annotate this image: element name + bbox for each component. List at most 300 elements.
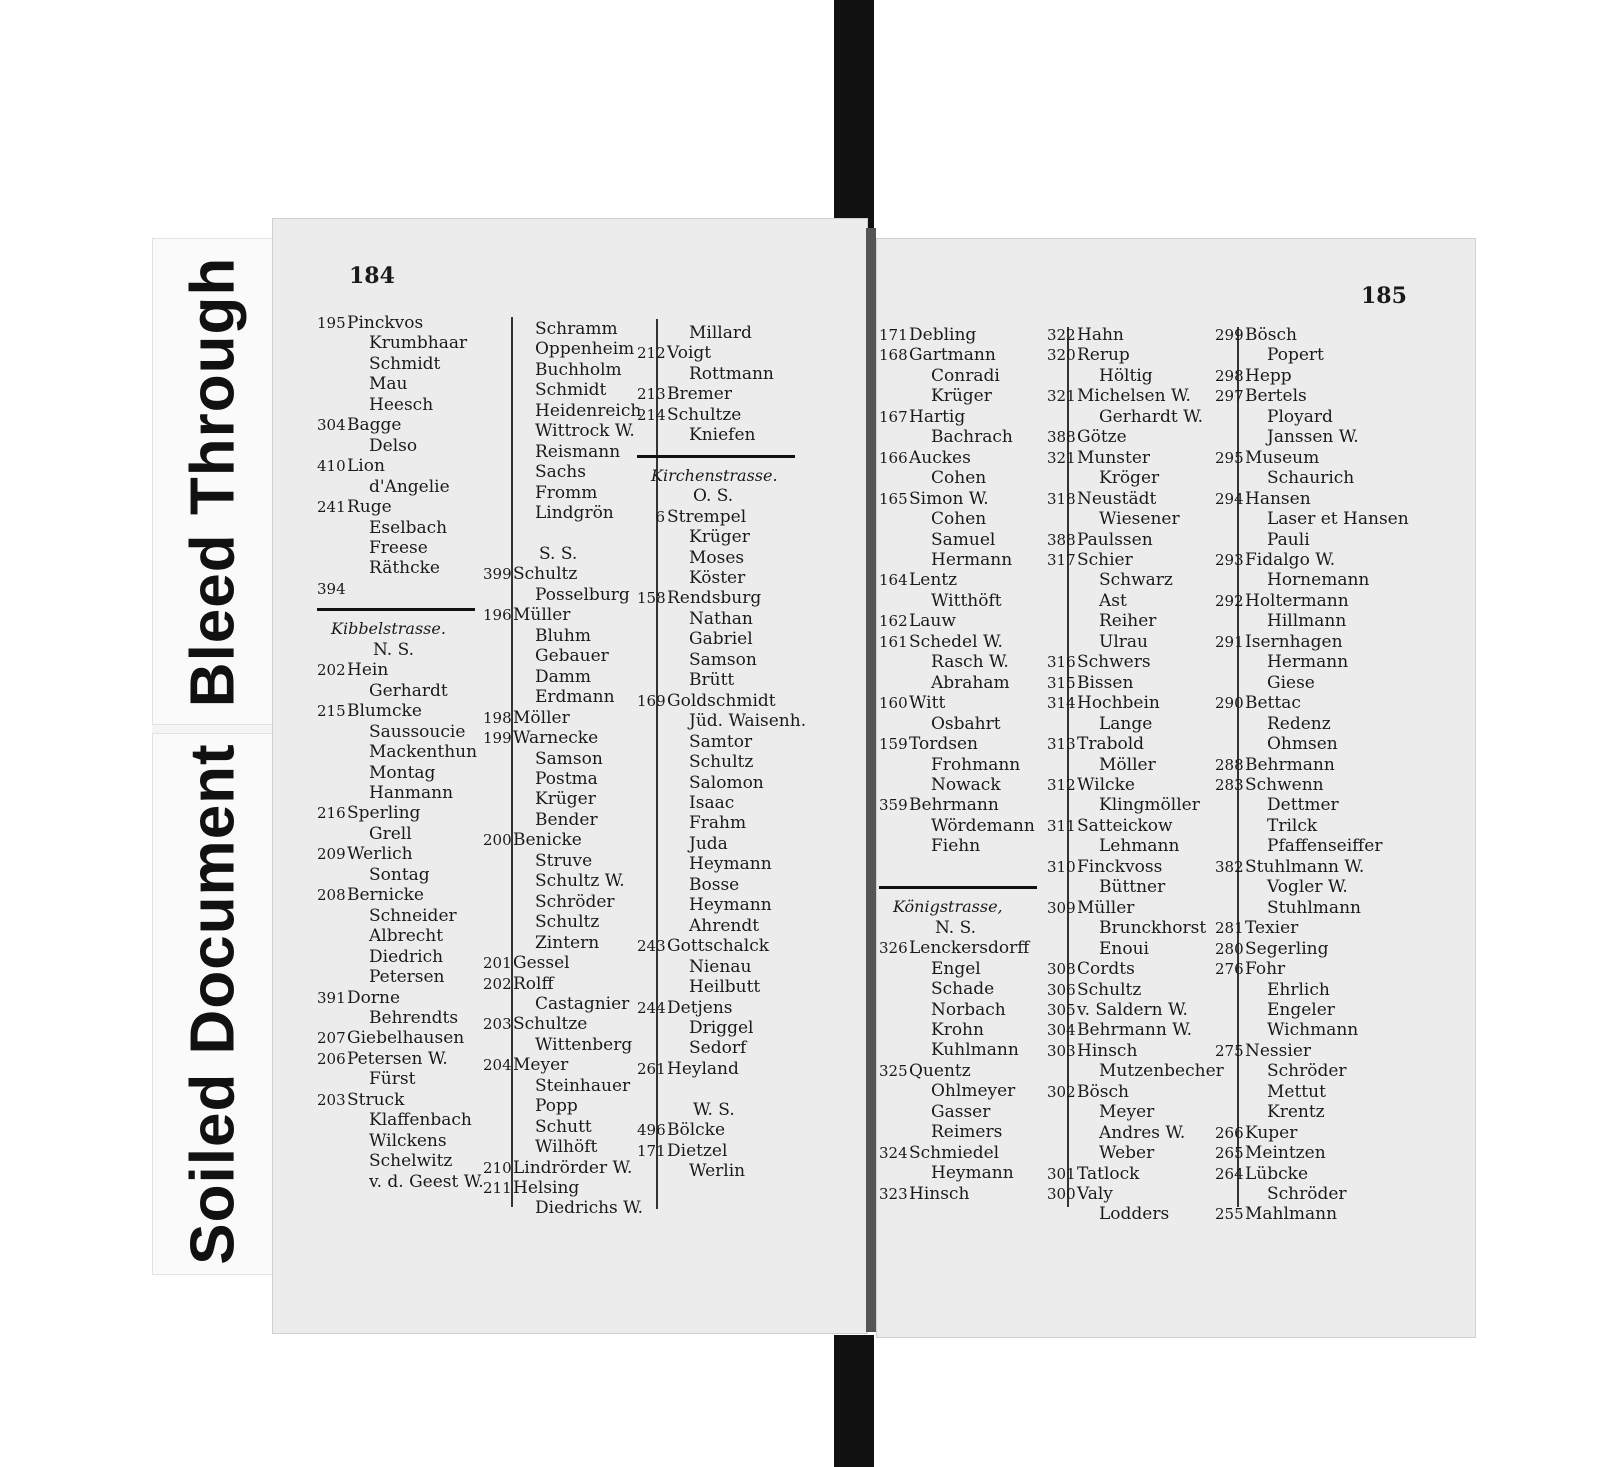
house-number — [637, 977, 665, 997]
directory-entry — [317, 722, 484, 742]
house-number: 290 — [1215, 694, 1244, 713]
directory-entry — [1215, 1204, 1409, 1224]
directory-entry — [483, 585, 643, 605]
house-number: 213 — [637, 385, 666, 404]
directory-entry — [483, 646, 643, 666]
resident-name: v. d. Geest W. — [369, 1171, 484, 1192]
resident-name: Debling — [909, 325, 977, 345]
resident-name: Stuhlmann — [1267, 897, 1361, 918]
resident-name: Texier — [1245, 918, 1299, 939]
directory-entry — [317, 354, 484, 374]
directory-entry — [1047, 755, 1224, 775]
house-number — [637, 650, 665, 670]
directory-entry — [483, 830, 643, 850]
house-number — [1047, 632, 1075, 652]
house-number — [317, 333, 345, 353]
directory-entry — [317, 783, 484, 803]
resident-name: Oppenheim — [535, 339, 635, 360]
house-number — [483, 401, 511, 421]
house-number: 171 — [879, 326, 908, 344]
directory-entry — [1047, 386, 1224, 406]
directory-entry — [317, 1151, 484, 1171]
house-number: 159 — [879, 735, 908, 754]
directory-entry — [879, 632, 1037, 652]
house-number: 169 — [637, 691, 666, 710]
house-number — [637, 609, 665, 629]
resident-name: Schröder — [1267, 1061, 1347, 1082]
directory-entry — [1215, 1143, 1409, 1163]
resident-name: Albrecht — [369, 926, 444, 947]
resident-name: Schmidt — [535, 380, 607, 401]
directory-entry — [1215, 325, 1409, 345]
directory-entry — [637, 895, 806, 915]
directory-entry — [1215, 714, 1409, 734]
directory-entry — [879, 468, 1037, 488]
resident-name: Paulssen — [1077, 529, 1153, 550]
resident-name: Meyer — [1099, 1102, 1155, 1123]
directory-entry — [317, 456, 484, 476]
house-number — [1047, 1143, 1075, 1163]
house-number — [483, 749, 511, 769]
house-number — [637, 895, 665, 915]
street-heading: Königstrasse, — [893, 897, 1003, 917]
directory-entry — [637, 752, 806, 772]
resident-name: Schwarz — [1099, 570, 1173, 591]
directory-entry — [483, 564, 643, 584]
house-number: 300 — [1047, 1185, 1076, 1204]
resident-name: Rerup — [1077, 345, 1130, 366]
directory-entry — [1215, 877, 1409, 897]
directory-entry — [1047, 673, 1224, 693]
directory-entry — [317, 763, 484, 783]
house-number: 266 — [1215, 1123, 1244, 1142]
directory-entry — [637, 405, 806, 425]
resident-name: Popert — [1267, 345, 1324, 366]
directory-entry — [1047, 325, 1224, 345]
house-number — [1047, 611, 1075, 631]
resident-name: Schwers — [1077, 652, 1151, 673]
house-number — [879, 591, 907, 611]
directory-entry — [1215, 386, 1409, 406]
resident-name: Hermann — [931, 549, 1013, 570]
directory-entry — [1215, 673, 1409, 693]
resident-name: Krentz — [1267, 1102, 1325, 1123]
directory-entry — [483, 974, 643, 994]
directory-entry — [1047, 1143, 1224, 1163]
directory-entry — [879, 407, 1037, 427]
directory-entry — [1215, 611, 1409, 631]
directory-entry — [317, 1110, 484, 1130]
house-number — [317, 436, 345, 456]
directory-entry — [483, 1076, 643, 1096]
resident-name: Laser et Hansen — [1267, 509, 1409, 530]
resident-name: Schramm — [535, 319, 618, 339]
directory-entry — [1047, 714, 1224, 734]
house-number — [1215, 468, 1243, 488]
resident-name: Pfaffenseiffer — [1267, 836, 1383, 857]
directory-entry — [637, 548, 806, 568]
house-number — [483, 994, 511, 1014]
house-number — [879, 959, 907, 979]
directory-entry — [317, 313, 484, 333]
directory-entry — [1047, 816, 1224, 836]
house-number — [317, 1131, 345, 1151]
directory-entry — [1215, 959, 1409, 979]
house-number — [483, 646, 511, 666]
resident-name: Helsing — [513, 1178, 580, 1199]
resident-name: Hillmann — [1267, 611, 1347, 632]
directory-entry — [1047, 448, 1224, 468]
house-number — [483, 871, 511, 891]
house-number: 199 — [483, 729, 512, 748]
house-number — [879, 1102, 907, 1122]
house-number — [483, 380, 511, 400]
resident-name: Finckvoss — [1077, 856, 1163, 877]
resident-name: Valy — [1077, 1184, 1113, 1205]
resident-name: Schier — [1077, 549, 1133, 570]
resident-name: Müller — [1077, 897, 1135, 918]
house-number: 302 — [1047, 1082, 1076, 1101]
resident-name: Samtor — [689, 731, 753, 752]
resident-name: Wiesener — [1099, 509, 1180, 530]
directory-entry — [879, 366, 1037, 386]
house-number: 388 — [1047, 530, 1076, 549]
street-heading: Kibbelstrasse. — [331, 619, 446, 639]
house-number — [879, 366, 907, 386]
house-number: 280 — [1215, 939, 1244, 958]
directory-entry — [1047, 959, 1224, 979]
house-number: 297 — [1215, 387, 1244, 406]
directory-column — [1047, 325, 1224, 1225]
house-number — [483, 789, 511, 809]
directory-entry — [1047, 407, 1224, 427]
directory-entry — [637, 813, 806, 833]
resident-name: Wittrock W. — [535, 421, 635, 442]
directory-entry — [879, 1163, 1037, 1183]
directory-entry — [483, 667, 643, 687]
house-number — [1215, 836, 1243, 856]
resident-name: Bölcke — [667, 1120, 726, 1141]
resident-name: Schade — [931, 979, 995, 1000]
directory-entry — [1047, 980, 1224, 1000]
house-number: 162 — [879, 612, 908, 631]
resident-name: Montag — [369, 762, 436, 783]
resident-name: Brunckhorst — [1099, 918, 1207, 939]
resident-name: Trabold — [1077, 734, 1145, 755]
resident-name: Reismann — [535, 441, 621, 462]
directory-entry — [1047, 1123, 1224, 1143]
directory-entry — [483, 380, 643, 400]
house-number — [317, 374, 345, 394]
house-number: 6 — [655, 507, 665, 526]
house-number: 164 — [879, 571, 908, 590]
directory-entry — [317, 926, 484, 946]
directory-entry — [317, 558, 484, 578]
resident-name: Ast — [1099, 590, 1127, 611]
house-number — [317, 865, 345, 885]
house-number: 293 — [1215, 550, 1244, 569]
house-number: 216 — [317, 804, 346, 823]
house-number — [1215, 1102, 1243, 1122]
house-number — [1047, 714, 1075, 734]
resident-name: Redenz — [1267, 713, 1331, 734]
directory-entry — [1047, 877, 1224, 897]
resident-name: Räthcke — [369, 558, 440, 579]
house-number — [483, 442, 511, 462]
resident-name: Gottschalck — [667, 936, 770, 957]
directory-entry — [317, 374, 484, 394]
directory-entry — [1215, 468, 1409, 488]
spacer — [879, 857, 1037, 877]
resident-name: Reimers — [931, 1122, 1003, 1143]
house-number — [637, 568, 665, 588]
directory-entry — [317, 477, 484, 497]
house-number — [879, 1163, 907, 1183]
directory-entry — [1215, 693, 1409, 713]
resident-name: Gabriel — [689, 629, 753, 650]
resident-name: Rottmann — [689, 363, 774, 384]
directory-entry — [1215, 345, 1409, 365]
house-number: 391 — [317, 988, 346, 1007]
resident-name: Gessel — [513, 953, 570, 974]
resident-name: Eselbach — [369, 517, 448, 538]
resident-name: Heyland — [667, 1058, 739, 1079]
directory-entry — [879, 938, 1037, 958]
directory-entry — [879, 386, 1037, 406]
directory-entry — [483, 483, 643, 503]
resident-name: Schultz — [1077, 979, 1142, 1000]
resident-name: Krüger — [931, 386, 992, 407]
resident-name: Quentz — [909, 1060, 971, 1081]
directory-entry — [879, 652, 1037, 672]
house-number: 295 — [1215, 448, 1244, 467]
resident-name: Samuel — [931, 529, 996, 550]
house-number — [637, 1161, 665, 1181]
house-number — [879, 775, 907, 795]
house-number — [483, 360, 511, 380]
directory-entry — [637, 568, 806, 588]
house-number — [1215, 734, 1243, 754]
house-number — [1047, 939, 1075, 959]
resident-name: Juda — [689, 833, 728, 854]
directory-entry — [637, 609, 806, 629]
house-number — [879, 1040, 907, 1060]
directory-entry — [879, 530, 1037, 550]
directory-entry — [637, 1141, 806, 1161]
house-number — [317, 783, 345, 803]
resident-name: Möller — [513, 707, 570, 728]
directory-entry — [317, 660, 484, 680]
directory-entry — [317, 1090, 484, 1110]
resident-name: Isernhagen — [1245, 631, 1343, 652]
resident-name: Höltig — [1099, 365, 1153, 386]
resident-name: Krüger — [689, 527, 750, 548]
resident-name: Hartig — [909, 406, 966, 427]
directory-entry — [1215, 939, 1409, 959]
directory-entry — [637, 364, 806, 384]
house-number — [1047, 366, 1075, 386]
directory-entry — [1047, 1082, 1224, 1102]
directory-entry — [1215, 550, 1409, 570]
resident-name: Bosse — [689, 874, 740, 895]
house-number — [879, 755, 907, 775]
house-number: 321 — [1047, 448, 1076, 467]
directory-entry — [1047, 734, 1224, 754]
directory-entry — [483, 933, 643, 953]
directory-entry — [483, 994, 643, 1014]
house-number — [317, 742, 345, 762]
resident-name: Bluhm — [535, 625, 591, 646]
resident-name: Giebelhausen — [347, 1028, 465, 1049]
house-number — [1215, 570, 1243, 590]
directory-entry — [483, 769, 643, 789]
resident-name: Tatlock — [1077, 1163, 1140, 1184]
directory-entry — [483, 1198, 643, 1218]
directory-entry — [879, 816, 1037, 836]
house-number — [317, 722, 345, 742]
house-number: 316 — [1047, 653, 1076, 672]
house-number — [1047, 407, 1075, 427]
house-number: 198 — [483, 708, 512, 727]
house-number — [637, 834, 665, 854]
directory-entry — [1215, 1020, 1409, 1040]
house-number: 206 — [317, 1049, 346, 1068]
house-number: 196 — [483, 606, 512, 625]
resident-name: Hornemann — [1267, 570, 1370, 591]
house-number: 244 — [637, 998, 666, 1017]
house-number — [317, 763, 345, 783]
directory-entry — [483, 319, 643, 339]
house-number — [637, 670, 665, 690]
house-number: 212 — [637, 344, 666, 363]
directory-entry — [483, 892, 643, 912]
directory-entry — [637, 343, 806, 363]
house-number — [879, 836, 907, 856]
directory-entry — [1047, 550, 1224, 570]
resident-name: Krumbhaar — [369, 333, 468, 354]
directory-entry — [637, 875, 806, 895]
house-number — [483, 912, 511, 932]
resident-name: d'Angelie — [369, 476, 450, 497]
directory-entry — [1047, 652, 1224, 672]
house-number: 320 — [1047, 346, 1076, 365]
directory-entry — [317, 415, 484, 435]
resident-name: Behrendts — [369, 1007, 459, 1028]
resident-name: Cohen — [931, 468, 987, 489]
house-number — [1047, 468, 1075, 488]
resident-name: Meintzen — [1245, 1143, 1326, 1164]
directory-entry — [1215, 836, 1409, 856]
resident-name: Schaurich — [1267, 468, 1355, 489]
directory-entry — [1047, 898, 1224, 918]
resident-name: Wilhöft — [535, 1137, 598, 1158]
resident-name: Wilckens — [369, 1130, 447, 1151]
directory-entry — [879, 509, 1037, 529]
house-number: 359 — [879, 796, 908, 815]
resident-name: Erdmann — [535, 687, 615, 708]
house-number — [637, 793, 665, 813]
directory-entry — [1215, 755, 1409, 775]
directory-entry — [1047, 427, 1224, 447]
resident-name: Fürst — [369, 1069, 416, 1090]
resident-name: Moses — [689, 547, 745, 568]
house-number: 325 — [879, 1061, 908, 1080]
directory-entry — [879, 693, 1037, 713]
resident-name: Gerhardt W. — [1099, 406, 1204, 427]
binding-spine-bottom — [834, 1335, 874, 1467]
house-number — [317, 538, 345, 558]
directory-entry — [1047, 693, 1224, 713]
house-number — [483, 319, 511, 339]
directory-entry — [637, 1018, 806, 1038]
resident-name: Wittenberg — [535, 1034, 633, 1055]
resident-name: Auckes — [909, 447, 971, 468]
directory-entry — [483, 871, 643, 891]
house-number: 410 — [317, 457, 346, 476]
directory-entry — [1215, 632, 1409, 652]
house-number: 171 — [637, 1141, 666, 1160]
resident-name: Satteickow — [1077, 815, 1173, 836]
resident-name: Heymann — [931, 1163, 1014, 1184]
directory-entry — [637, 1120, 806, 1140]
directory-entry — [483, 462, 643, 482]
house-number — [1047, 918, 1075, 938]
resident-name: Zintern — [535, 932, 600, 953]
directory-entry — [879, 427, 1037, 447]
house-number — [1215, 1020, 1243, 1040]
directory-column — [1215, 325, 1409, 1225]
house-number: 281 — [1215, 919, 1244, 938]
resident-name: Schneider — [369, 905, 457, 926]
directory-entry — [637, 425, 806, 445]
resident-name: Petersen — [369, 967, 445, 988]
directory-entry — [483, 749, 643, 769]
resident-name: Holtermann — [1245, 590, 1349, 611]
directory-entry — [317, 844, 484, 864]
directory-entry — [1215, 1164, 1409, 1184]
resident-name: Hinsch — [1077, 1040, 1138, 1061]
house-number: 303 — [1047, 1041, 1076, 1060]
directory-entry — [637, 773, 806, 793]
house-number — [637, 1018, 665, 1038]
resident-name: Fiehn — [931, 836, 981, 857]
directory-entry — [637, 916, 806, 936]
right-page — [876, 238, 1476, 1338]
resident-name: Kniefen — [689, 425, 756, 446]
resident-name: Salomon — [689, 772, 764, 793]
house-number — [637, 854, 665, 874]
house-number — [483, 626, 511, 646]
resident-name: Trilck — [1267, 815, 1318, 836]
house-number: 276 — [1215, 960, 1244, 979]
house-number — [1215, 898, 1243, 918]
resident-name: Schultz — [513, 564, 578, 585]
house-number — [317, 947, 345, 967]
directory-entry — [483, 339, 643, 359]
house-number: 314 — [1047, 694, 1076, 713]
resident-name: Hermann — [1267, 652, 1349, 673]
directory-entry — [879, 755, 1037, 775]
directory-entry — [317, 988, 484, 1008]
house-number: 399 — [483, 565, 512, 584]
house-number — [1215, 816, 1243, 836]
page-number: 185 — [1361, 283, 1407, 309]
resident-name: Enoui — [1099, 938, 1149, 959]
house-number — [879, 1000, 907, 1020]
resident-name: Frohmann — [931, 754, 1021, 775]
directory-entry — [1215, 1082, 1409, 1102]
resident-name: Schultze — [667, 404, 742, 425]
